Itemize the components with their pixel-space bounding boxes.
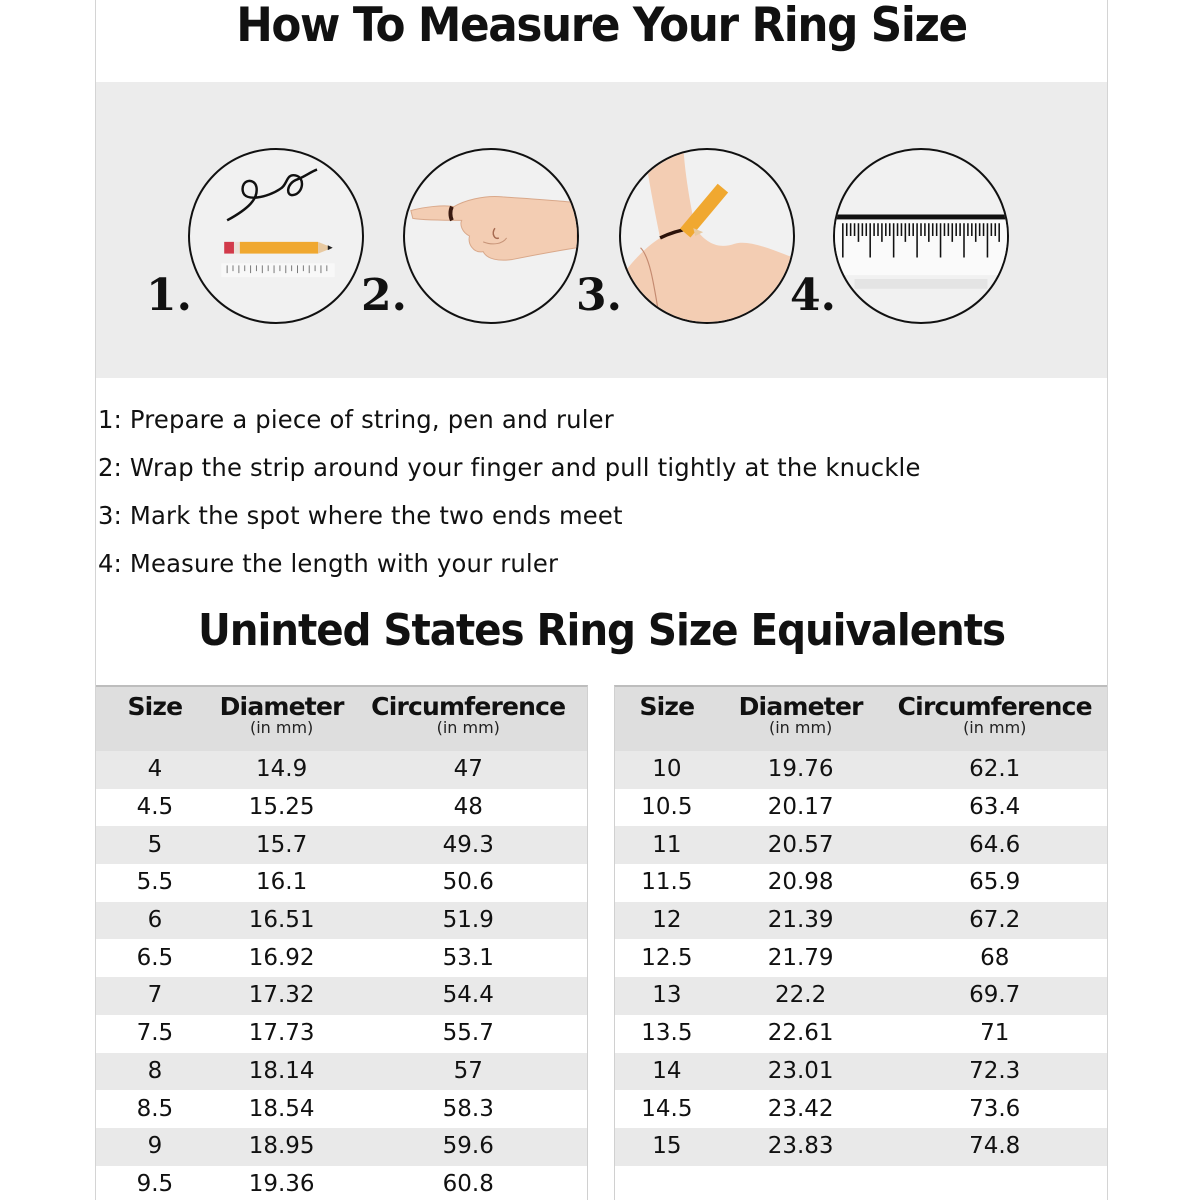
cell-size: 7 [147,982,163,1009]
table-row [615,902,1107,940]
table-row [96,789,587,827]
table-body [96,751,587,1200]
string-pencil-ruler-icon [188,148,364,324]
cell-size: 6 [147,907,163,934]
mark-finger-pencil-icon [619,148,795,324]
column-unit: (in mm) [436,718,500,737]
column-unit: (in mm) [768,718,833,737]
table-header [615,687,1107,751]
cell-circumference: 53.1 [442,944,494,971]
steps-illustration-band [96,82,1107,378]
table-row [96,1166,587,1200]
cell-diameter: 23.01 [767,1057,834,1084]
table-row [615,751,1107,789]
step-number-4: 4. [790,270,836,321]
cell-circumference: 47 [453,756,483,783]
cell-diameter: 16.1 [256,869,308,896]
cell-diameter: 16.92 [248,944,315,971]
instruction-step-4: 4: Measure the length with your ruler [98,549,559,578]
column-label: Diameter [219,692,344,721]
cell-diameter: 15.7 [256,831,308,858]
cell-circumference: 50.6 [442,869,494,896]
cell-diameter: 17.32 [248,982,315,1009]
cell-circumference: 73.6 [969,1095,1021,1122]
cell-size: 6.5 [136,944,174,971]
cell-circumference: 54.4 [442,982,494,1009]
cell-diameter: 16.51 [248,907,315,934]
cell-size: 13.5 [641,1020,693,1047]
cell-size: 9 [147,1133,163,1160]
cell-circumference: 58.3 [442,1095,494,1122]
column-unit: (in mm) [963,718,1027,737]
cell-circumference: 67.2 [969,907,1021,934]
step-number-2: 2. [361,270,407,321]
cell-size: 14 [652,1057,682,1084]
cell-diameter: 20.98 [767,869,834,896]
cell-size: 11.5 [641,869,693,896]
cell-diameter: 19.76 [767,756,834,783]
cell-size: 10 [652,756,682,783]
column-label: Diameter [738,692,863,721]
cell-diameter: 19.36 [248,1170,315,1197]
column-header-circumference [882,687,1107,751]
table-row [615,1015,1107,1053]
cell-circumference: 63.4 [969,794,1021,821]
column-label: Size [639,692,695,721]
cell-diameter: 21.79 [767,944,834,971]
table-row [96,902,587,940]
cell-circumference: 71 [980,1020,1010,1047]
table-row [96,1015,587,1053]
cell-size: 10.5 [641,794,693,821]
instruction-step-3: 3: Mark the spot where the two ends meet [98,501,623,530]
cell-size: 5 [147,831,163,858]
table-row [96,751,587,789]
table-row [96,864,587,902]
table-row [96,1090,587,1128]
size-table-left [96,685,588,1200]
cell-diameter: 22.2 [775,982,827,1009]
table-row [615,939,1107,977]
step-number-3: 3. [576,270,622,321]
column-label: Circumference [371,692,566,721]
cell-circumference: 72.3 [969,1057,1021,1084]
cell-size: 8.5 [136,1095,174,1122]
table-row [96,939,587,977]
cell-circumference: 64.6 [969,831,1021,858]
cell-circumference: 59.6 [442,1133,494,1160]
cell-circumference: 51.9 [442,907,494,934]
table-row [615,1128,1107,1166]
instruction-step-2: 2: Wrap the strip around your finger and pull tightly at the knuckle [98,453,921,482]
cell-size: 12 [652,907,682,934]
table-row [615,864,1107,902]
page-title: How To Measure Your Ring Size [236,0,967,53]
cell-diameter: 18.14 [248,1057,315,1084]
cell-size: 14.5 [641,1095,693,1122]
table-row [615,977,1107,1015]
cell-circumference: 68 [980,944,1010,971]
table-row [615,1166,1107,1200]
cell-diameter: 23.42 [767,1095,834,1122]
cell-diameter: 14.9 [256,756,308,783]
column-unit: (in mm) [249,718,314,737]
table-body [615,751,1107,1200]
cell-diameter: 22.61 [767,1020,834,1047]
column-header-diameter [719,687,883,751]
column-label: Circumference [897,692,1092,721]
table-row [615,789,1107,827]
table-row [615,826,1107,864]
hand-wrap-finger-icon [403,148,579,324]
column-header-size [615,687,719,751]
cell-size: 5.5 [136,869,174,896]
size-table-right [614,685,1107,1200]
cell-circumference: 55.7 [442,1020,494,1047]
table-row [96,1053,587,1091]
cell-circumference: 48 [453,794,483,821]
cell-size: 15 [652,1133,682,1160]
ruler-measure-icon [833,148,1009,324]
size-table-title: Uninted States Ring Size Equivalents [197,605,1006,656]
cell-diameter: 18.95 [248,1133,315,1160]
instructions-list [98,400,946,592]
cell-size: 12.5 [641,944,693,971]
table-row [96,826,587,864]
column-header-size [96,687,214,751]
cell-circumference: 74.8 [969,1133,1021,1160]
cell-circumference: 65.9 [969,869,1021,896]
cell-diameter: 15.25 [248,794,315,821]
column-header-circumference [349,687,587,751]
table-row [96,1128,587,1166]
cell-circumference: 62.1 [969,756,1021,783]
table-row [615,1053,1107,1091]
column-header-diameter [214,687,350,751]
table-header [96,687,587,751]
cell-size: 9.5 [136,1170,174,1197]
cell-diameter: 20.17 [767,794,834,821]
cell-circumference: 60.8 [442,1170,494,1197]
cell-diameter: 20.57 [767,831,834,858]
ring-size-guide-page [95,0,1108,1200]
cell-size: 4 [147,756,163,783]
cell-size: 4.5 [136,794,174,821]
column-label: Size [127,692,183,721]
table-row [615,1090,1107,1128]
step-number-1: 1. [146,270,192,321]
cell-circumference: 69.7 [969,982,1021,1009]
cell-circumference: 57 [453,1057,483,1084]
table-row [96,977,587,1015]
cell-size: 8 [147,1057,163,1084]
cell-diameter: 17.73 [248,1020,315,1047]
instruction-step-1: 1: Prepare a piece of string, pen and ruler [98,405,614,434]
cell-size: 11 [652,831,682,858]
cell-circumference: 49.3 [442,831,494,858]
cell-diameter: 23.83 [767,1133,834,1160]
cell-size: 13 [652,982,682,1009]
cell-size: 7.5 [136,1020,174,1047]
cell-diameter: 21.39 [767,907,834,934]
cell-diameter: 18.54 [248,1095,315,1122]
